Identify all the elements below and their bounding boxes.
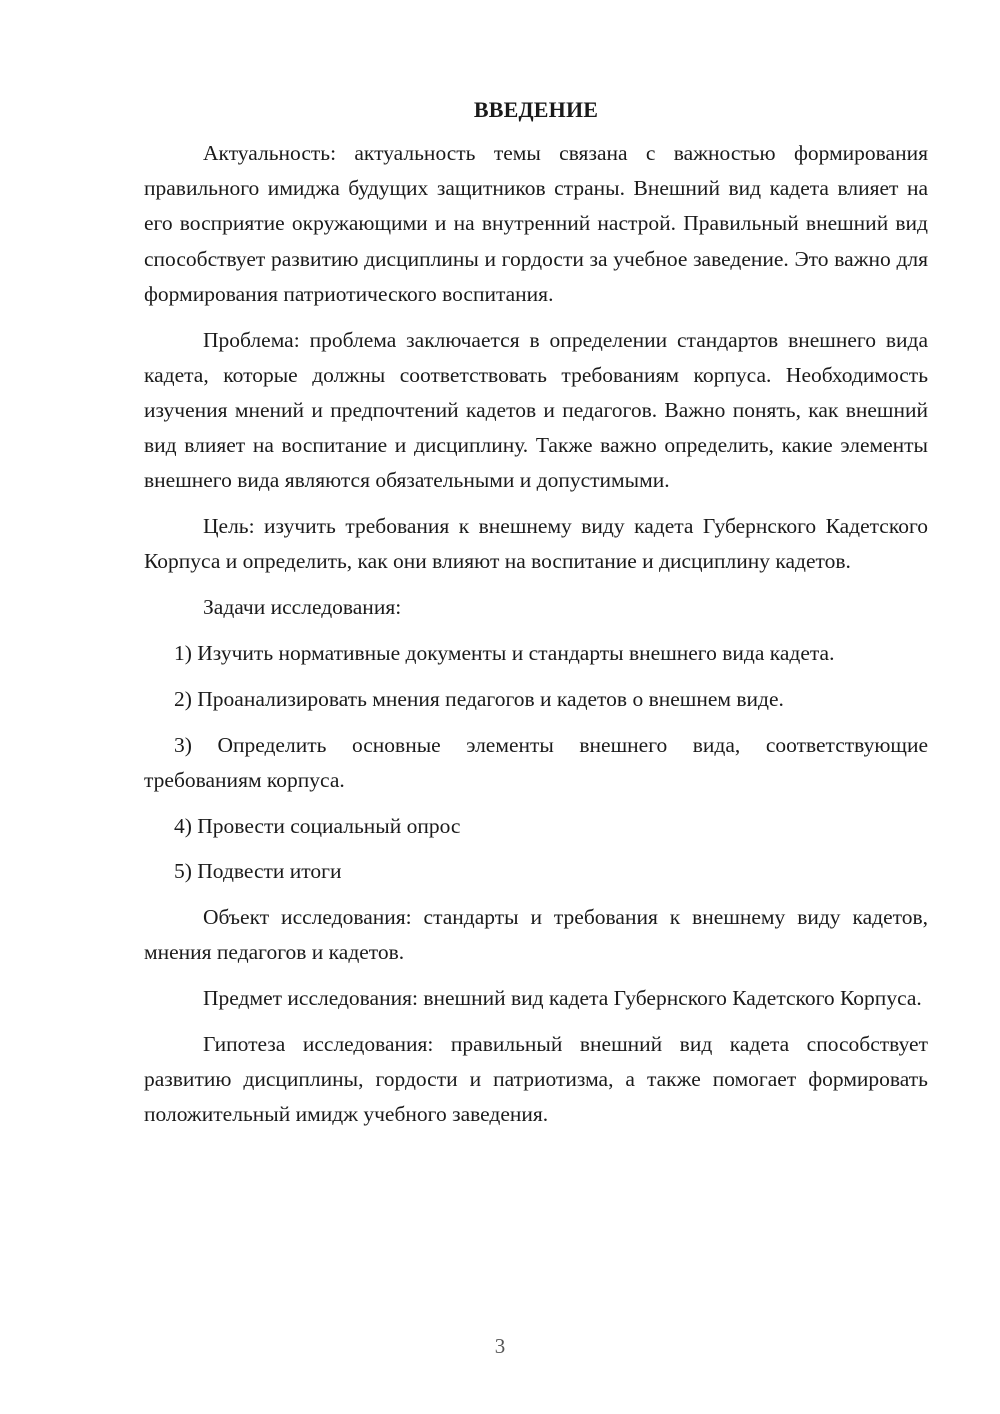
paragraph-tasks-heading: Задачи исследования: (203, 595, 402, 620)
list-item-task-2: 2) Проанализировать мнения педагогов и кадетов о внешнем виде. (174, 686, 784, 711)
paragraph-goal: Цель: изучить требования к внешнему виду кадета Губернского Кадетского Корпуса и определить, как они влияют на воспитание и дисциплину кадетов. (144, 514, 928, 574)
paragraph-problem: Проблема: проблема заключается в определении стандартов внешнего вида кадета, которые должны соответствовать требованиям корпуса. Необходимость изучения мнений и предпочтений кадетов и педагогов. Важно понять, как внешний вид влияет на воспитание и дисциплину. Также важно определить, какие элементы внешнего вида являются обязательными и допустимыми. (144, 327, 928, 493)
list-item-task-5: 5) Подвести итоги (174, 859, 342, 884)
list-item-task-4: 4) Провести социальный опрос (174, 813, 461, 838)
page-number: 3 (494, 1334, 506, 1358)
document-page (144, 94, 928, 1133)
paragraph-relevance: Актуальность: актуальность темы связана с важностью формирования правильного имиджа будущих защитников страны. Внешний вид кадета влияет на его восприятие окружающими и на внутренний настрой. Правильный внешний вид способствует развитию дисциплины и гордости за учебное заведение. Это важно для формирования патриотического воспитания. (144, 141, 928, 306)
list-item-task-1: 1) Изучить нормативные документы и стандарты внешнего вида кадета. (174, 641, 835, 666)
paragraph-object: Объект исследования: стандарты и требования к внешнему виду кадетов, мнения педагогов и кадетов. (144, 905, 928, 965)
paragraph-subject: Предмет исследования: внешний вид кадета Губернского Кадетского Корпуса. (203, 986, 922, 1011)
list-item-task-3: 3) Определить основные элементы внешнего вида, соответствующие требованиям корпуса. (144, 732, 928, 792)
paragraph-hypothesis: Гипотеза исследования: правильный внешний вид кадета способствует развитию дисциплины, гордости и патриотизма, а также помогает формировать положительный имидж учебного заведения. (144, 1032, 928, 1127)
page-title: ВВЕДЕНИЕ (473, 97, 599, 122)
